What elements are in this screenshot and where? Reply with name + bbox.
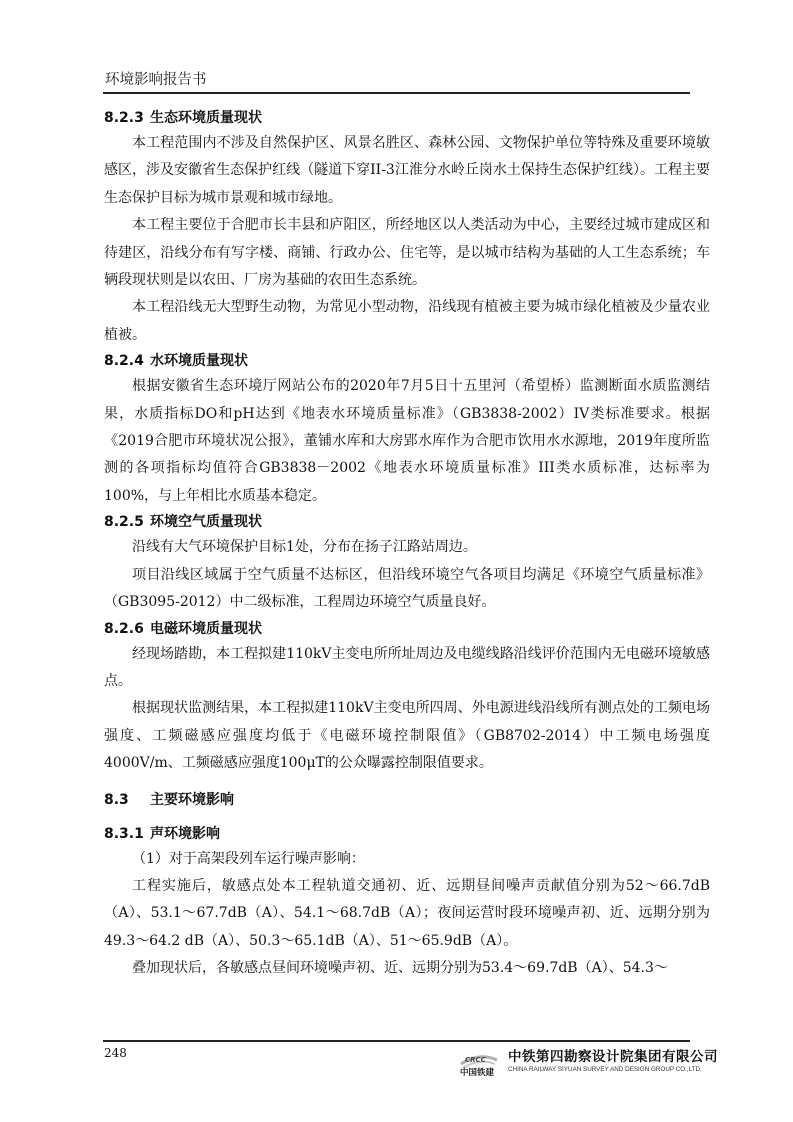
section-number: 8.3 xyxy=(104,791,129,808)
paragraph: 本工程主要位于合肥市长丰县和庐阳区，所经地区以人类活动为中心，主要经过城市建成区和待建区，沿线分布有写字楼、商铺、行政办公、住宅等，是以城市结构为基础的人工生态系统；车辆段现状则是以农田、厂房为基础的农田生态系统。 xyxy=(104,217,710,289)
paragraph: （1）对于高架段列车运行噪声影响： xyxy=(132,850,365,867)
paragraph: 沿线有大气环境保护目标1处，分布在扬子江路站周边。 xyxy=(132,539,477,556)
brand-cn: 中国铁建 xyxy=(460,1068,495,1078)
header-title: 环境影响报告书 xyxy=(105,72,207,88)
section-heading xyxy=(104,617,710,641)
company-name-en: CHINA RAILWAY SIYUAN SURVEY AND DESIGN GROUP CO.,LTD. xyxy=(508,1066,702,1073)
header-rule xyxy=(103,92,690,94)
section-heading xyxy=(104,788,710,812)
section-number: 8.2.5 xyxy=(104,514,144,531)
paragraph: 根据安徽省生态环境厅网站公布的2020年7月5日十五里河（希望桥）监测断面水质监测结果，水质指标DO和pH达到《地表水环境质量标准》（GB3838-2002）IV类标准要求。根据《2019合肥市环境状况公报》，董铺水库和大房郢水库作为合肥市饮用水水源地，2019年度所监测的各项指标均值符合GB3838－2002《地表水环境质量标准》III类水质标准，达标率为100%，与上年相比水质基本稳定。 xyxy=(104,378,710,504)
section-title: 环境空气质量现状 xyxy=(150,514,262,531)
spacer xyxy=(104,812,710,822)
section-number: 8.2.3 xyxy=(104,110,144,126)
logo-mark-text: CRCC xyxy=(465,1056,486,1064)
page-number: 248 xyxy=(104,1046,127,1060)
paragraph: 叠加现状后，各敏感点昼间环境噪声初、近、远期分别为53.4～69.7dB（A）、54.3～ xyxy=(132,960,668,977)
section-heading xyxy=(104,106,710,130)
spacer xyxy=(104,778,710,788)
section-heading xyxy=(104,822,710,846)
section-heading xyxy=(104,349,710,373)
footer-rule xyxy=(103,1040,690,1042)
section-title: 声环境影响 xyxy=(150,825,220,842)
section-number: 8.3.1 xyxy=(104,825,144,842)
section-title: 电磁环境质量现状 xyxy=(150,620,262,637)
section-title: 主要环境影响 xyxy=(150,791,234,808)
paragraph: 工程实施后，敏感点处本工程轨道交通初、近、远期昼间噪声贡献值分别为52～66.7dB（A）、53.1～67.7dB（A）、54.1～68.7dB（A）；夜间运营时段环境噪声初、近、远期分别为49.3～64.2 dB（A）、50.3～65.1dB（A）、51～65.9dB（A）。 xyxy=(104,877,710,949)
paragraph: 项目沿线区域属于空气质量不达标区，但沿线环境空气各项目均满足《环境空气质量标准》（GB3095-2012）中二级标准，工程周边环境空气质量良好。 xyxy=(104,566,710,611)
paragraph: 本工程沿线无大型野生动物，为常见小型动物，沿线现有植被主要为城市绿化植被及少量农业植被。 xyxy=(104,299,710,343)
section-number: 8.2.6 xyxy=(104,620,144,637)
document-body xyxy=(104,106,710,983)
section-title: 生态环境质量现状 xyxy=(150,110,262,126)
paragraph: 本工程范围内不涉及自然保护区、风景名胜区、森林公园、文物保护单位等特殊及重要环境敏感区，涉及安徽省生态保护红线（隧道下穿II-3江淮分水岭丘岗水土保持生态保护红线）。工程主要生态保护目标为城市景观和城市绿地。 xyxy=(104,135,710,206)
company-name-cn: 中铁第四勘察设计院集团有限公司 xyxy=(508,1049,718,1065)
section-heading xyxy=(104,510,710,534)
paragraph: 经现场踏勘，本工程拟建110kV主变电所所址周边及电缆线路沿线评价范围内无电磁环境敏感点。 xyxy=(104,645,710,689)
section-number: 8.2.4 xyxy=(104,353,144,370)
paragraph: 根据现状监测结果，本工程拟建110kV主变电所四周、外电源进线沿线所有测点处的工频电场强度、工频磁感应强度均低于《电磁环境控制限值》（GB8702-2014）中工频电场强度4000V/m、工频磁感应强度100μT的公众曝露控制限值要求。 xyxy=(104,700,710,772)
section-title: 水环境质量现状 xyxy=(150,353,248,370)
